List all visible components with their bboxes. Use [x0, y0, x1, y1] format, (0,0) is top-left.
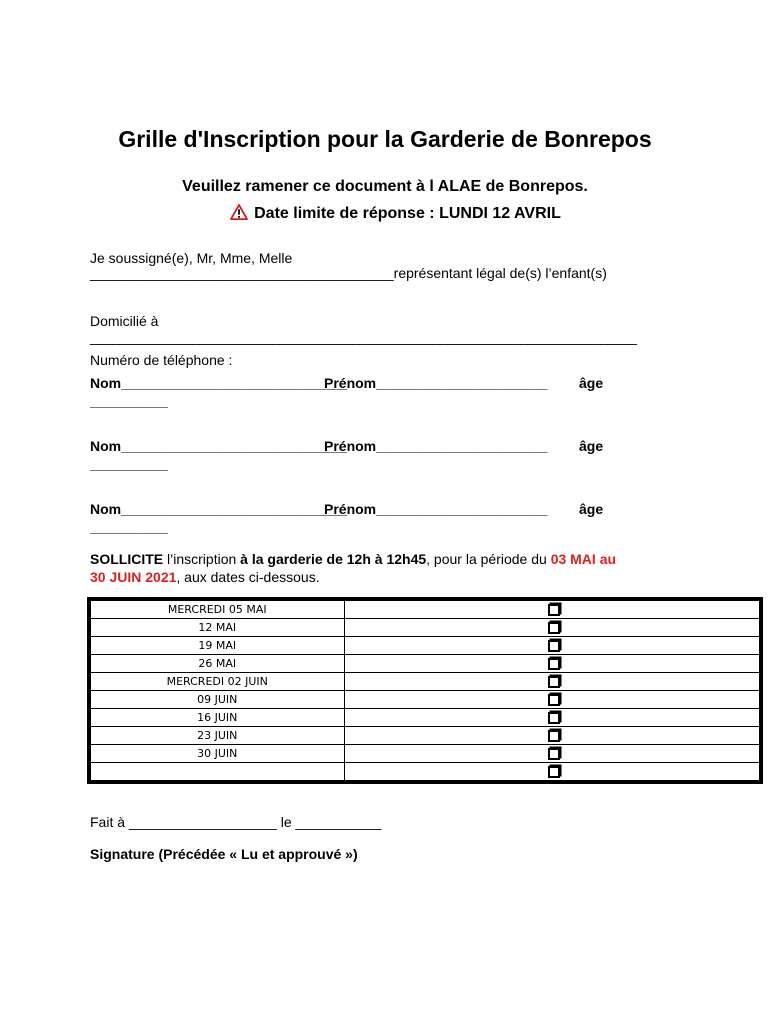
undersigned-label: Je soussigné(e), Mr, Mme, Melle — [90, 250, 293, 266]
date-checkbox[interactable] — [548, 712, 560, 724]
checkbox-cell — [344, 673, 761, 691]
checkbox-cell — [344, 709, 761, 727]
date-checkbox[interactable] — [548, 640, 560, 652]
deadline-line — [0, 204, 770, 223]
request-hours: à la garderie de 12h à 12h45 — [240, 551, 427, 567]
child-1-prenom-field[interactable]: Prénom______________________ — [324, 375, 548, 391]
date-cell: MERCREDI 02 JUIN — [89, 673, 344, 691]
date-cell: MERCREDI 05 MAI — [89, 599, 344, 619]
checkbox-cell — [344, 745, 761, 763]
child-2-age-field[interactable]: __________ — [90, 456, 168, 472]
date-cell: 12 MAI — [89, 619, 344, 637]
deadline-text: Date limite de réponse : LUNDI 12 AVRIL — [254, 205, 561, 222]
table-row — [89, 727, 761, 745]
checkbox-cell — [344, 763, 761, 783]
request-text-3: , aux dates ci-dessous. — [176, 569, 320, 585]
request-text-1: l’inscription — [163, 551, 241, 567]
warning-triangle-icon — [229, 204, 249, 220]
checkbox-cell — [344, 599, 761, 619]
date-cell: 19 MAI — [89, 637, 344, 655]
request-paragraph — [90, 550, 680, 586]
table-row — [89, 637, 761, 655]
date-checkbox[interactable] — [548, 730, 560, 742]
date-checkbox[interactable] — [548, 658, 560, 670]
fait-a-field[interactable]: Fait à ___________________ le ___________ — [90, 814, 382, 830]
return-instruction: Veuillez ramener ce document à l ALAE de Bonrepos. — [182, 178, 588, 195]
date-checkbox[interactable] — [548, 766, 560, 778]
table-row — [89, 763, 761, 783]
domicile-field[interactable]: ___________________________________________________________________________ — [90, 329, 637, 345]
domicile-label: Domicilié à — [90, 313, 159, 329]
date-checkbox[interactable] — [548, 748, 560, 760]
table-row — [89, 691, 761, 709]
child-1-age-label: âge — [579, 375, 604, 391]
period-start: 03 MAI au — [550, 551, 617, 567]
signature-label: Signature (Précédée « Lu et approuvé ») — [90, 846, 358, 862]
legal-representative-field[interactable]: _______________________________________représentant légal de(s) l’enfant(s) — [90, 265, 607, 281]
date-checkbox[interactable] — [548, 622, 560, 634]
table-row — [89, 673, 761, 691]
page-title: Grille d'Inscription pour la Garderie de Bonrepos — [118, 126, 652, 152]
date-cell: 30 JUIN — [89, 745, 344, 763]
table-row — [89, 619, 761, 637]
date-cell: 09 JUIN — [89, 691, 344, 709]
child-3-age-field[interactable]: __________ — [90, 519, 168, 535]
request-text-2: , pour la période du — [426, 551, 551, 567]
date-cell: 26 MAI — [89, 655, 344, 673]
date-checkbox[interactable] — [548, 604, 560, 616]
checkbox-cell — [344, 655, 761, 673]
date-cell: 23 JUIN — [89, 727, 344, 745]
child-3-age-label: âge — [579, 501, 604, 517]
child-1-age-field[interactable]: __________ — [90, 393, 168, 409]
phone-label: Numéro de téléphone : — [90, 352, 233, 368]
table-row — [89, 709, 761, 727]
checkbox-cell — [344, 637, 761, 655]
checkbox-cell — [344, 619, 761, 637]
table-row — [89, 655, 761, 673]
child-1-nom-field[interactable]: Nom_____________________________ — [90, 375, 347, 391]
child-2-prenom-field[interactable]: Prénom______________________ — [324, 438, 548, 454]
period-end: 30 JUIN 2021 — [90, 569, 177, 585]
child-3-prenom-field[interactable]: Prénom______________________ — [324, 501, 548, 517]
child-2-age-label: âge — [579, 438, 604, 454]
child-2-nom-field[interactable]: Nom_____________________________ — [90, 438, 347, 454]
sollicite-word: SOLLICITE — [90, 551, 164, 567]
date-cell — [89, 763, 344, 783]
checkbox-cell — [344, 691, 761, 709]
dates-table — [87, 597, 763, 784]
table-row — [89, 599, 761, 619]
date-cell: 16 JUIN — [89, 709, 344, 727]
child-3-nom-field[interactable]: Nom_____________________________ — [90, 501, 347, 517]
checkbox-cell — [344, 727, 761, 745]
date-checkbox[interactable] — [548, 694, 560, 706]
table-row — [89, 745, 761, 763]
date-checkbox[interactable] — [548, 676, 560, 688]
